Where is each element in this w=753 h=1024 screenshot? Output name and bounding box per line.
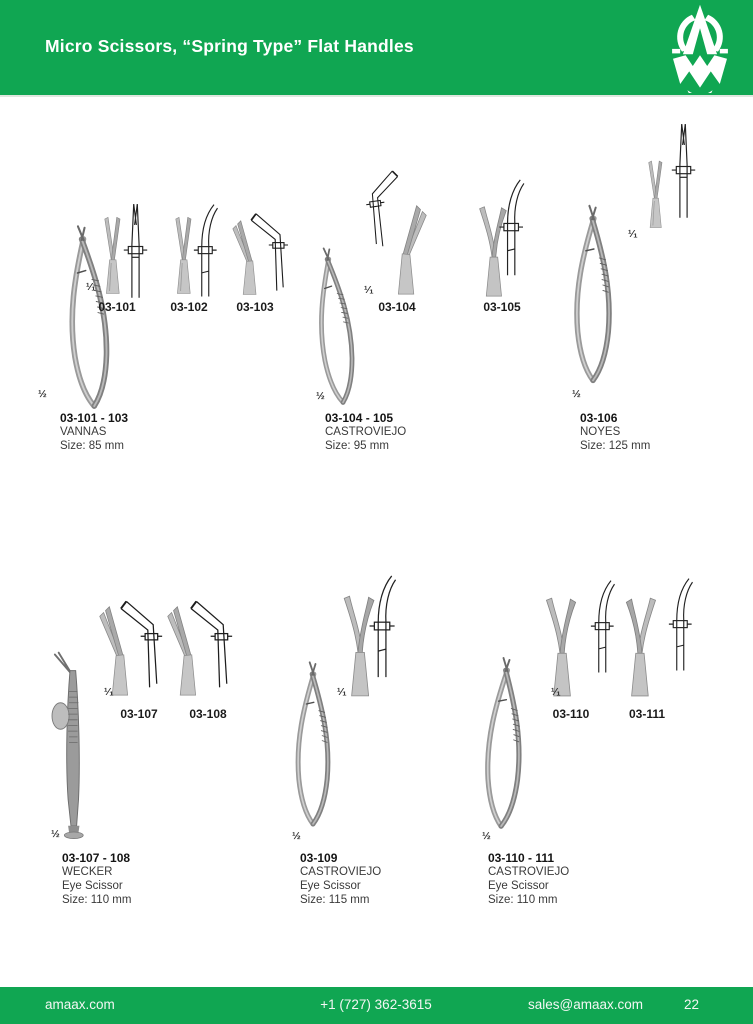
caption-name: WECKER [62, 866, 113, 878]
caption-name: CASTROVIEJO [300, 866, 382, 878]
item-number-03-103: 03-103 [236, 300, 274, 314]
item-number-03-102: 03-102 [170, 300, 208, 314]
instrument-photo-noyes [566, 186, 620, 402]
tip-drawing-03-103 [248, 204, 292, 298]
tip-photo-03-111 [620, 594, 664, 698]
page-footer [0, 987, 753, 1024]
product-caption-wecker [62, 851, 131, 907]
scale-marker-full-size: ¹⁄₁ [104, 686, 114, 698]
caption-name: CASTROVIEJO [488, 866, 570, 878]
tip-drawing-03-106 [670, 120, 697, 222]
scale-marker-full-size: ¹⁄₁ [551, 686, 561, 698]
caption-size: Size: 85 mm [60, 440, 124, 452]
amaax-logo [654, 3, 746, 93]
tip-drawing-03-109 [366, 574, 402, 680]
item-number-03-110: 03-110 [552, 707, 590, 721]
item-number-03-108: 03-108 [189, 707, 227, 721]
tip-drawing-03-110 [590, 574, 618, 680]
tip-drawing-03-111 [668, 574, 696, 676]
footer-phone: +1 (727) 362-3615 [320, 997, 432, 1012]
item-number-03-105: 03-105 [483, 300, 521, 314]
item-number-03-107: 03-107 [120, 707, 158, 721]
caption-size: Size: 110 mm [62, 894, 132, 906]
caption-name: CASTROVIEJO [325, 426, 407, 438]
scale-marker-half: ½ [292, 830, 301, 842]
footer-website: amaax.com [45, 997, 115, 1012]
instrument-photo-castroviejo-95 [290, 243, 380, 410]
caption-size: Size: 110 mm [488, 894, 558, 906]
caption-code: 03-109 [300, 851, 338, 865]
scale-marker-half: ½ [51, 828, 60, 840]
page-title: Micro Scissors, “Spring Type” Flat Handles [45, 36, 414, 56]
item-number-03-101: 03-101 [98, 300, 136, 314]
tip-drawing-03-101 [122, 200, 149, 302]
product-caption-castroviejo-110 [488, 851, 569, 907]
scale-marker-half: ½ [572, 388, 581, 400]
page-number: 22 [684, 997, 700, 1012]
tip-photo-03-106 [641, 146, 669, 242]
footer-email: sales@amaax.com [528, 997, 643, 1012]
caption-code: 03-107 - 108 [62, 851, 131, 865]
product-caption-castroviejo-115 [300, 851, 381, 907]
instrument-photo-castroviejo-115 [288, 644, 338, 844]
caption-name: NOYES [580, 426, 621, 438]
instrument-photo-castroviejo-110 [474, 641, 533, 845]
tip-photo-03-110 [538, 594, 582, 698]
tip-drawing-03-108 [186, 596, 238, 690]
scale-marker-half: ½ [482, 830, 491, 842]
tip-drawing-03-102 [193, 202, 221, 300]
tip-drawing-03-105 [497, 178, 529, 278]
tip-drawing-03-107 [116, 596, 168, 690]
caption-code: 03-104 - 105 [325, 411, 394, 425]
product-caption-vannas [60, 411, 128, 453]
scale-marker-full-size: ¹⁄₁ [364, 284, 374, 296]
page-header [0, 0, 753, 97]
caption-size: Size: 115 mm [300, 894, 370, 906]
caption-code: 03-106 [580, 411, 618, 425]
scale-marker-full-size: ¹⁄₁ [628, 228, 638, 240]
tip-photo-03-104 [382, 200, 434, 296]
item-number-03-111: 03-111 [628, 707, 666, 721]
caption-name: VANNAS [60, 426, 107, 438]
scale-marker-half: ½ [316, 390, 325, 402]
caption-type: Eye Scissor [300, 880, 361, 892]
caption-type: Eye Scissor [488, 880, 549, 892]
caption-code: 03-110 - 111 [488, 851, 555, 865]
caption-code: 03-101 - 103 [60, 411, 129, 425]
product-caption-castroviejo-95 [325, 411, 406, 453]
caption-type: Eye Scissor [62, 880, 123, 892]
caption-size: Size: 125 mm [580, 440, 651, 452]
instrument-photo-wecker [44, 646, 96, 840]
scale-marker-half: ½ [38, 388, 47, 400]
scale-marker-full-size: ¹⁄₁ [337, 686, 347, 698]
caption-size: Size: 95 mm [325, 440, 389, 452]
item-number-03-104: 03-104 [378, 300, 416, 314]
scale-marker-full-size: ¹⁄₁ [86, 281, 96, 293]
product-caption-noyes [580, 411, 650, 453]
